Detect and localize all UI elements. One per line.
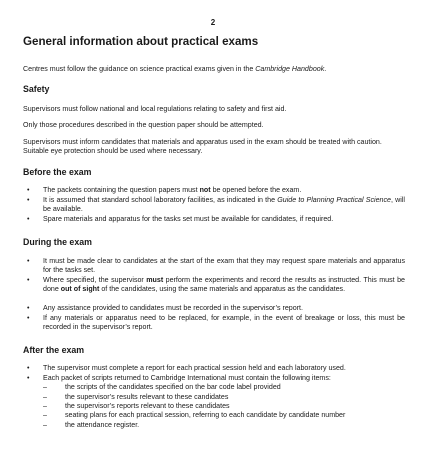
page-number: 2 (210, 18, 216, 27)
intro-paragraph (23, 65, 403, 74)
safety-paragraph-3: Supervisors must inform candidates that materials and apparatus used in the exam should be treated with caution. Suitable eye protection should be used where necessary. (23, 138, 382, 155)
safety-paragraph-1: Supervisors must follow national and local regulations relating to safety and first aid. (23, 105, 287, 113)
bullet-mark: • (27, 374, 30, 382)
bullet-text: Each packet of scripts returned to Cambridge International must contain the following items: (43, 374, 331, 382)
safety-heading: Safety (23, 84, 50, 94)
dash-mark: – (43, 402, 47, 410)
bullet-text: It must be made clear to candidates at the start of the exam that they may request spare materials and apparatus for the tasks set. (43, 257, 405, 274)
bullet-text: If any materials or apparatus need to be replaced, for example, in the event of breakage or loss, this must be recorded in the supervisor’s report. (43, 314, 405, 331)
intro-end: . (324, 65, 327, 73)
dash-mark: – (43, 383, 47, 391)
bullet-text: Spare materials and apparatus for the tasks set must be available for candidates, if required. (43, 215, 334, 223)
guide-reference: Guide to Planning Practical Science (277, 196, 391, 204)
intro-text: Centres must follow the guidance on science practical exams given in the (23, 65, 256, 73)
dash-mark: – (43, 411, 47, 419)
bullet-mark: • (27, 364, 30, 372)
bullet-text: Any assistance provided to candidates must be recorded in the supervisor’s report. (43, 304, 303, 312)
bullet-mark: • (27, 304, 30, 312)
bullet-text: The packets containing the question papers must not be opened before the exam. (43, 186, 302, 194)
bullet-mark: • (27, 257, 30, 265)
bullet-mark: • (27, 186, 30, 194)
dash-mark: – (43, 393, 47, 401)
bullet-mark: • (27, 276, 30, 284)
page-title: General information about practical exams (23, 35, 259, 48)
list-item-text: the supervisor’s reports relevant to these candidates (65, 402, 230, 410)
before-exam-heading: Before the exam (23, 167, 92, 177)
list-item-text: the scripts of the candidates specified on the bar code label provided (65, 383, 281, 391)
after-exam-heading: After the exam (23, 345, 85, 355)
bullet-mark: • (27, 314, 30, 322)
list-item-text: the supervisor’s results relevant to these candidates (65, 393, 229, 401)
bullet-text: It is assumed that standard school laboratory facilities, as indicated in the Guide to Planning Practical Science, will be available. (43, 196, 405, 213)
bullet-mark: • (27, 196, 30, 204)
list-item-text: the attendance register. (65, 421, 140, 429)
list-item-text: seating plans for each practical session, referring to each candidate by candidate number (65, 411, 346, 419)
dash-mark: – (43, 421, 47, 429)
bullet-mark: • (27, 215, 30, 223)
bullet-text: Where specified, the supervisor must perform the experiments and record the results as instructed. This must be done out of sight of the candidates, using the same materials and apparatus as the candidates. (43, 276, 405, 293)
bullet-text: The supervisor must complete a report for each practical session held and each laboratory used. (43, 364, 346, 372)
safety-paragraph-2: Only those procedures described in the question paper should be attempted. (23, 121, 264, 129)
during-exam-heading: During the exam (23, 237, 92, 247)
handbook-reference: Cambridge Handbook (255, 65, 325, 73)
